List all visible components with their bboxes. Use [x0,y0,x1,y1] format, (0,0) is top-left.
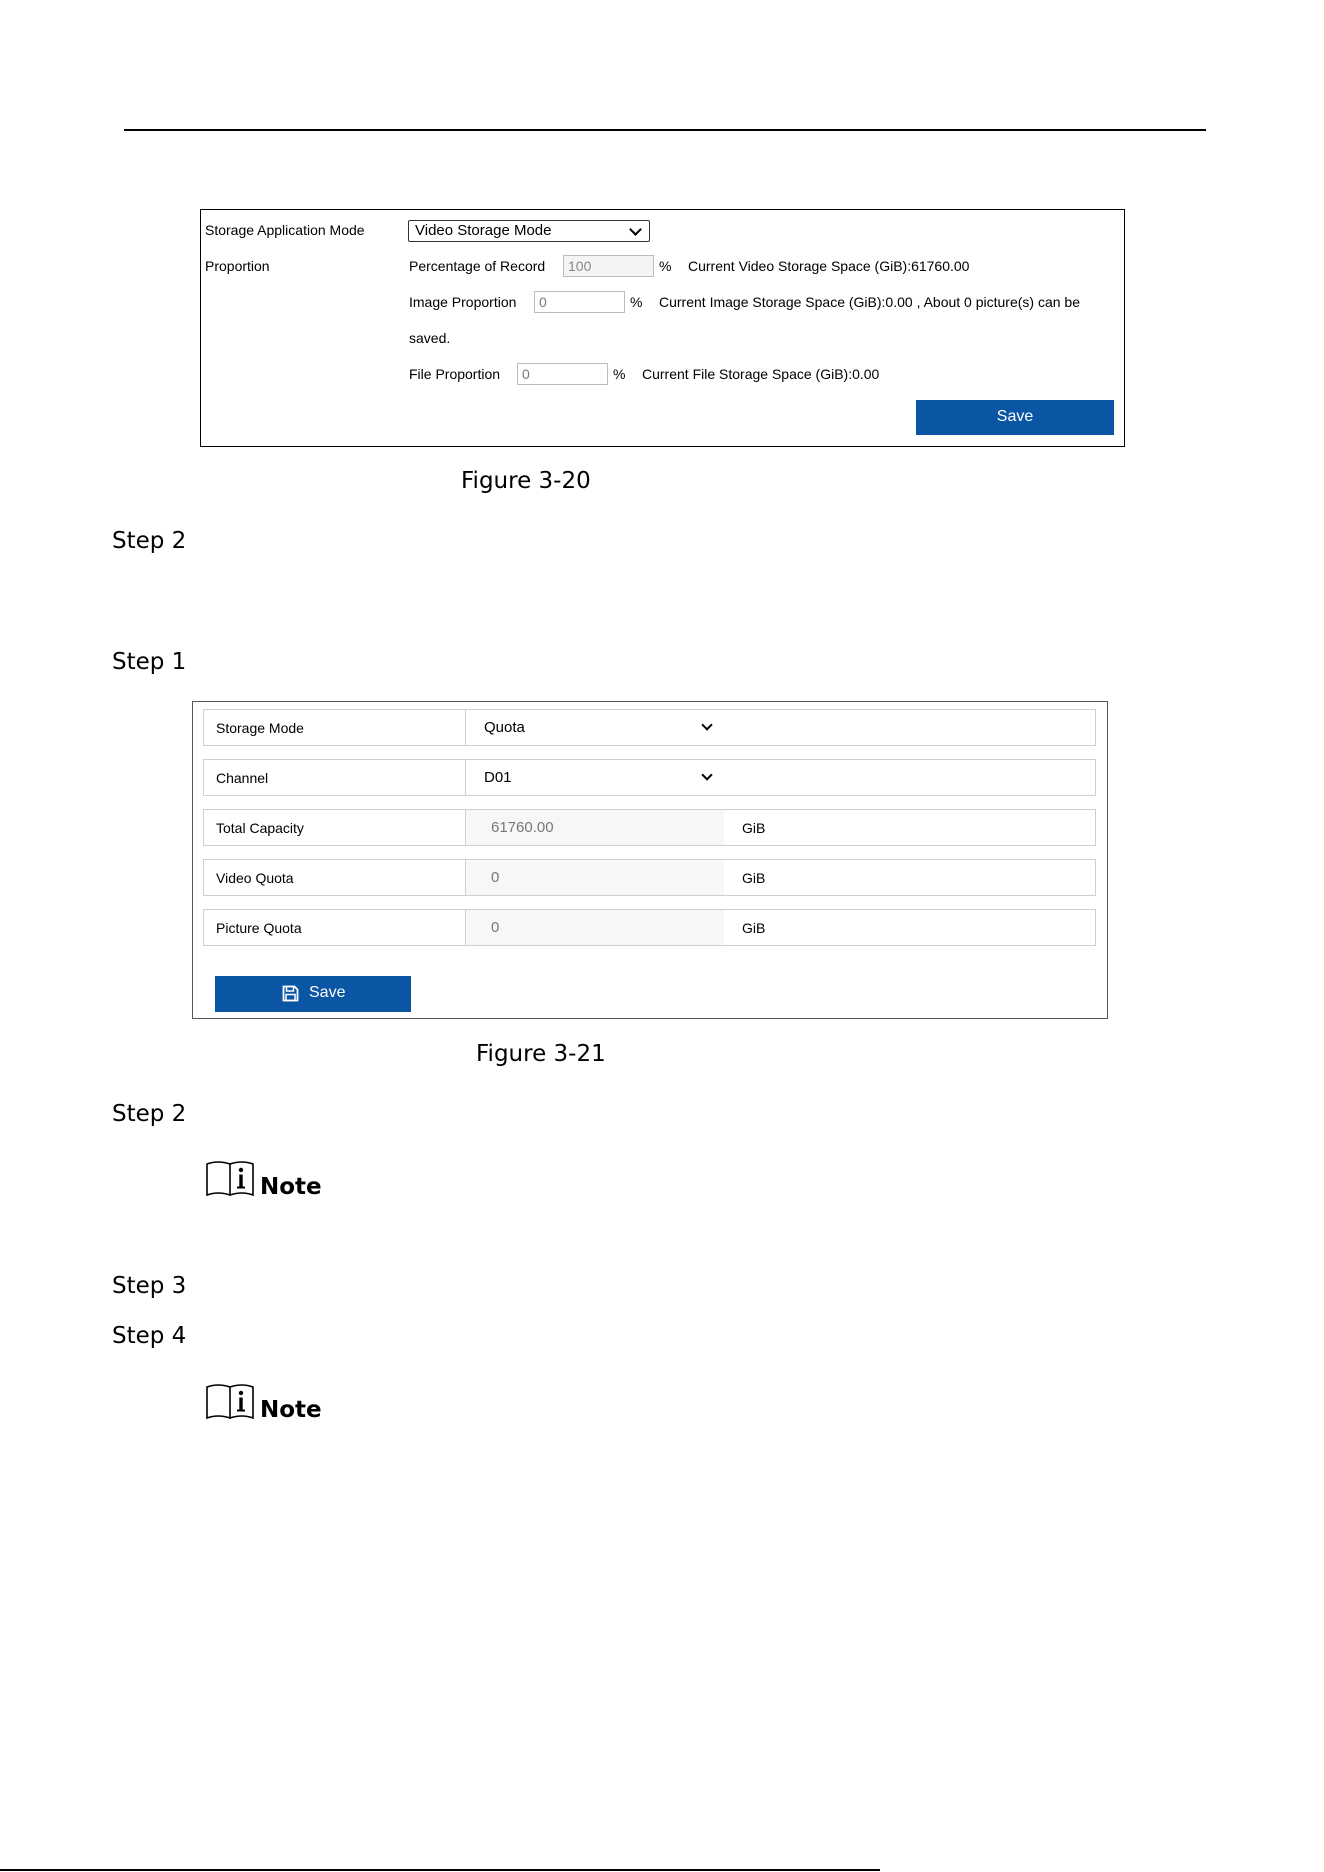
picture-quota-input[interactable] [466,910,724,945]
channel-label: Channel [216,770,269,786]
image-proportion-label: Image Proportion [409,294,517,310]
step-label: Step 3 [112,1273,187,1299]
channel-value: D01 [484,769,512,786]
unit-label: GiB [742,870,766,886]
chevron-down-icon [701,719,712,730]
figure-3-20-panel [200,209,1125,447]
storage-mode-row [203,709,1096,746]
picture-quota-label: Picture Quota [216,920,302,936]
footer-rule [0,1869,880,1871]
video-quota-row [203,859,1096,896]
figure-3-20-caption: Figure 3-20 [461,468,591,494]
save-button-label: Save [309,984,346,1001]
figure-3-21-caption: Figure 3-21 [476,1041,606,1067]
current-image-storage-space: Current Image Storage Space (GiB):0.00 , About 0 picture(s) can be [659,294,1080,310]
percent-sign: % [613,366,626,382]
save-button[interactable]: Save [916,400,1114,435]
chevron-down-icon [629,223,642,236]
video-quota-input[interactable] [466,860,724,895]
note-label: Note [260,1397,322,1423]
proportion-label: Proportion [205,258,270,274]
total-capacity-value: 61760.00 [491,819,554,836]
chevron-down-icon [701,769,712,780]
step-label: Step 2 [112,528,187,554]
floppy-disk-icon [282,985,299,1002]
step-label: Step 1 [112,649,187,675]
picture-quota-row [203,909,1096,946]
unit-label: GiB [742,820,766,836]
total-capacity-label: Total Capacity [216,820,304,836]
percentage-of-record-label: Percentage of Record [409,258,546,274]
storage-mode-label: Storage Mode [216,720,304,736]
storage-application-mode-value: Video Storage Mode [415,222,552,239]
storage-mode-value: Quota [484,719,525,736]
channel-select[interactable] [466,760,741,795]
current-image-storage-space-continued: saved. [409,330,451,346]
video-quota-value: 0 [491,869,500,886]
picture-quota-value: 0 [491,919,500,936]
unit-label: GiB [742,920,766,936]
storage-application-mode-select[interactable] [408,220,650,242]
note-book-info-icon [205,1382,255,1420]
storage-mode-select[interactable] [466,710,741,745]
figure-3-21-panel [192,701,1108,1019]
step-label: Step 4 [112,1323,187,1349]
note-label: Note [260,1174,322,1200]
percent-sign: % [630,294,643,310]
video-quota-label: Video Quota [216,870,294,886]
percentage-of-record-input[interactable]: 100 [563,255,654,277]
channel-row [203,759,1096,796]
header-rule [124,129,1206,131]
file-proportion-input[interactable]: 0 [517,363,608,385]
total-capacity-row [203,809,1096,846]
step-label: Step 2 [112,1101,187,1127]
file-proportion-label: File Proportion [409,366,501,382]
current-file-storage-space: Current File Storage Space (GiB):0.00 [642,366,880,382]
storage-application-mode-label: Storage Application Mode [205,222,365,238]
image-proportion-input[interactable]: 0 [534,291,625,313]
percent-sign: % [659,258,672,274]
current-video-storage-space: Current Video Storage Space (GiB):61760.00 [688,258,970,274]
note-book-info-icon [205,1159,255,1197]
save-button[interactable] [215,976,411,1012]
